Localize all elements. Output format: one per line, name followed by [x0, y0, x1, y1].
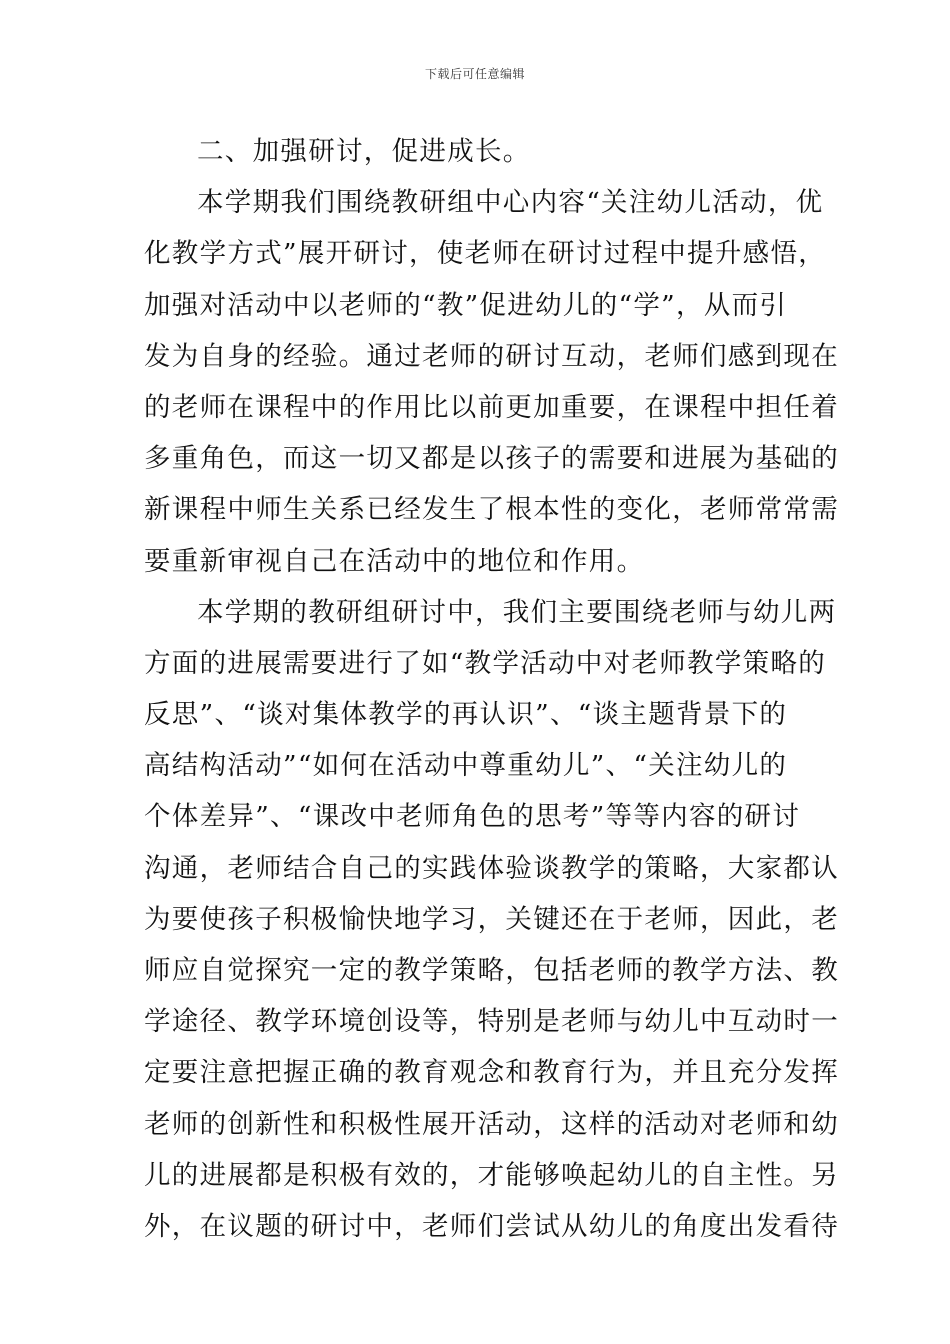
paragraph-line: 的老师在课程中的作用比以前更加重要，在课程中担任着 [144, 391, 839, 423]
paragraph-line: 本学期我们围绕教研组中心内容“关注幼儿活动，优 [197, 187, 824, 219]
paragraph-line: 要重新审视自己在活动中的地位和作用。 [144, 545, 645, 577]
paragraph-line: 多重角色，而这一切又都是以孩子的需要和进展为基础的 [144, 443, 839, 475]
paragraph-line: 加强对活动中以老师的“教”促进幼儿的“学”，从而引 [144, 289, 788, 321]
paragraph-line: 为要使孩子积极愉快地学习，关键还在于老师，因此，老 [144, 903, 839, 935]
paragraph-line: 新课程中师生关系已经发生了根本性的变化，老师常常需 [144, 494, 839, 526]
paragraph-line: 沟通，老师结合自己的实践体验谈教学的策略，大家都认 [144, 852, 839, 884]
paragraph-line: 学途径、教学环境创设等，特别是老师与幼儿中互动时一 [144, 1006, 839, 1038]
paragraph-line: 老师的创新性和积极性展开活动，这样的活动对老师和幼 [144, 1108, 839, 1140]
paragraph-line: 反思”、“谈对集体教学的再认识”、“谈主题背景下的 [144, 699, 788, 731]
paragraph-line: 个体差异”、“课改中老师角色的思考”等等内容的研讨 [144, 801, 801, 833]
paragraph-line: 方面的进展需要进行了如“教学活动中对老师教学策略的 [144, 647, 827, 679]
paragraph-line: 高结构活动”“如何在活动中尊重幼儿”、“关注幼儿的 [144, 750, 788, 782]
paragraph-line: 化教学方式”展开研讨，使老师在研讨过程中提升感悟， [144, 238, 827, 270]
section-heading: 二、加强研讨，促进成长。 [197, 136, 531, 167]
paragraph-line: 儿的进展都是积极有效的，才能够唤起幼儿的自主性。另 [144, 1159, 839, 1191]
header-note: 下载后可任意编辑 [424, 67, 525, 81]
paragraph-line: 师应自觉探究一定的教学策略，包括老师的教学方法、教 [144, 955, 839, 986]
paragraph-line: 外，在议题的研讨中，老师们尝试从幼儿的角度出发看待 [144, 1210, 839, 1242]
paragraph-line: 发为自身的经验。通过老师的研讨互动，老师们感到现在 [144, 340, 839, 372]
paragraph-line: 本学期的教研组研讨中，我们主要围绕老师与幼儿两 [197, 596, 837, 628]
document-body [144, 126, 839, 1252]
paragraph-line: 定要注意把握正确的教育观念和教育行为，并且充分发挥 [144, 1057, 839, 1089]
